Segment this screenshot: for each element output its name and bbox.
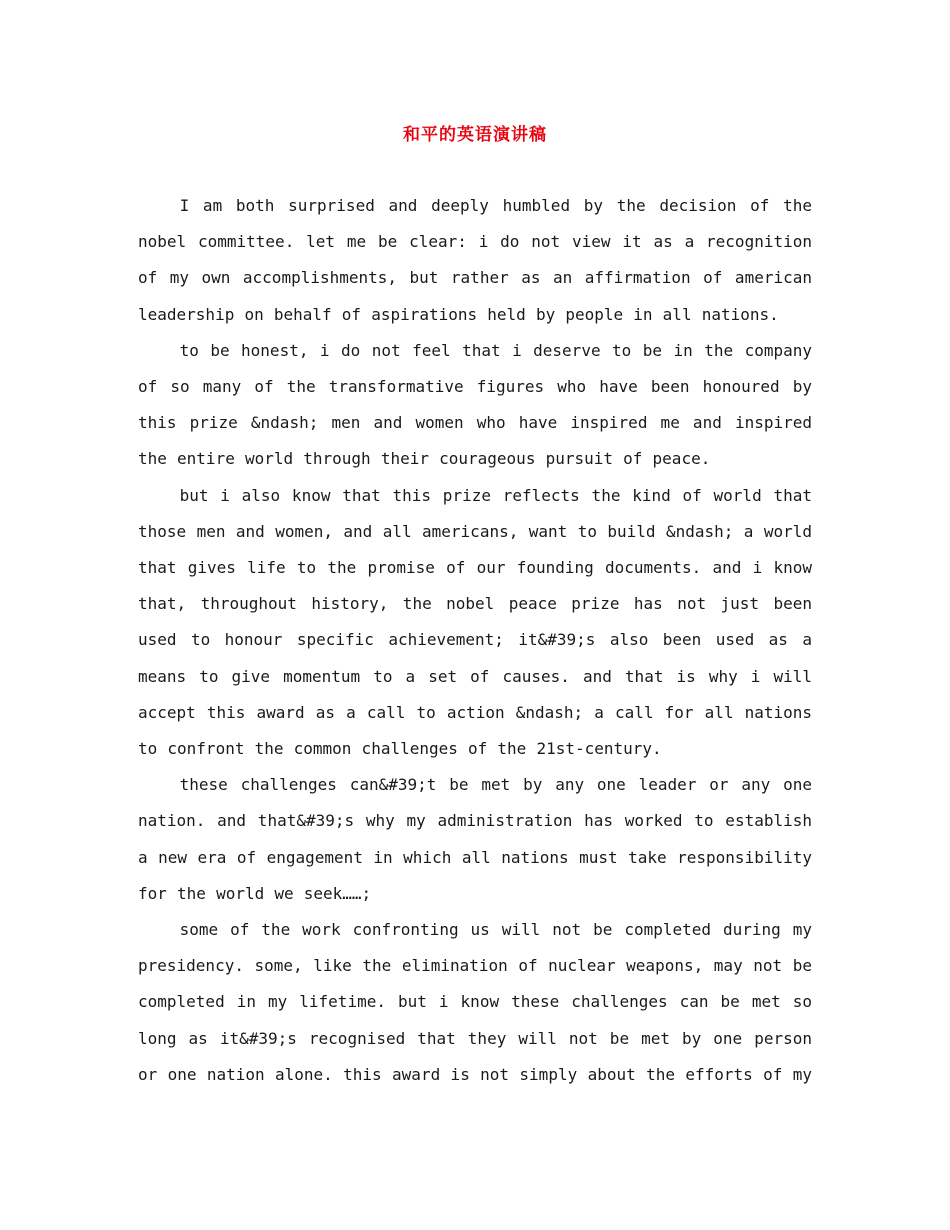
document-body — [138, 188, 812, 1093]
paragraph-1: I am both surprised and deeply humbled by the decision of the nobel committee. let me be clear: i do not view it as a recognition of my own accomplishments, but rather as an affirmation of american leadership on behalf of aspirations held by people in all nations. — [138, 196, 812, 324]
paragraph-4: these challenges can&#39;t be met by any one leader or any one nation. and that&#39;s why my administration has worked to establish a new era of engagement in which all nations must take responsibility for the world we seek……; — [138, 775, 812, 903]
document-title: 和平的英语演讲稿 — [403, 125, 547, 145]
paragraph-2: to be honest, i do not feel that i deserve to be in the company of so many of the transformative figures who have been honoured by this prize &ndash; men and women who have inspired me and inspired the entire world through their courageous pursuit of peace. — [138, 340, 812, 469]
paragraph-3: but i also know that this prize reflects the kind of world that those men and women, and all americans, want to build &ndash; a world that gives life to the promise of our founding documents. and i know that, throughout history, the nobel peace prize has not just been used to honour specific achievement; it&#39;s also been used as a means to give momentum to a set of causes. and that is why i will accept this award as a call to action &ndash; a call for all nations to confront the common challenges of the 21st-century. — [138, 485, 812, 759]
paragraph-5: some of the work confronting us will not be completed during my presidency. some, like the elimination of nuclear weapons, may not be completed in my lifetime. but i know these challenges can be met so long as it&#39;s recognised that they will not be met by one person or one nation alone. this award is not simply about the efforts of my — [138, 920, 812, 1084]
